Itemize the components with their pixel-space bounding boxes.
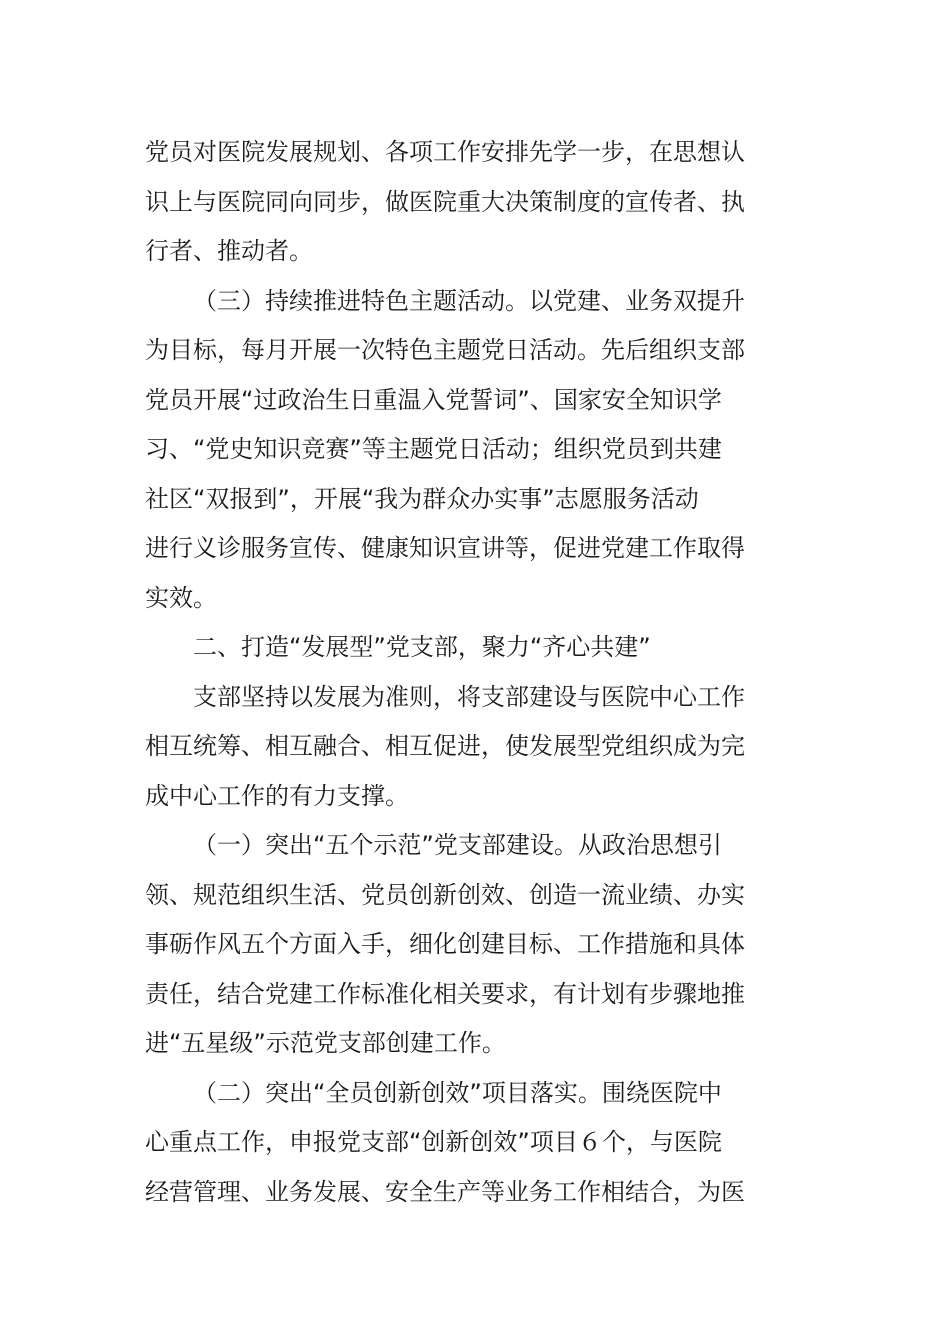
section-heading-line: 二、打造“发展型”党支部，聚力“齐心共建” xyxy=(193,633,651,661)
text-line: 行者、推动者。 xyxy=(145,237,313,265)
paragraph-first-line: 支部坚持以发展为准则，将支部建设与医院中心工作 xyxy=(193,682,745,711)
text-line: 成中心工作的有力支撑。 xyxy=(145,781,409,810)
text-line: 党员对医院发展规划、各项工作安排先学一步，在思想认 xyxy=(145,138,745,166)
text-line: 为目标，每月开展一次特色主题党日活动。先后组织支部 xyxy=(145,336,745,364)
text-line: 社区“双报到”，开展“我为群众办实事”志愿服务活动 xyxy=(145,484,699,513)
section-heading-line: （三）持续推进特色主题活动。以党建、业务双提升 xyxy=(193,286,745,315)
text-line: 进行义诊服务宣传、健康知识宣讲等，促进党建工作取得 xyxy=(145,534,745,562)
section-heading-line: （二）突出“全员创新创效”项目落实。围绕医院中 xyxy=(193,1078,722,1107)
text-line: 心重点工作，申报党支部“创新创效”项目６个，与医院 xyxy=(145,1128,722,1156)
section-heading-line: （一）突出“五个示范”党支部建设。从政治思想引 xyxy=(193,831,722,859)
text-line: 党员开展“过政治生日重温入党誓词”、国家安全知识学 xyxy=(145,385,722,414)
text-line: 相互统筹、相互融合、相互促进，使发展型党组织成为完 xyxy=(145,732,745,760)
document-body xyxy=(145,128,809,1217)
text-line: 识上与医院同向同步，做医院重大决策制度的宣传者、执 xyxy=(145,187,745,216)
text-line: 责任，结合党建工作标准化相关要求，有计划有步骤地推 xyxy=(145,979,745,1008)
text-line: 习、“党史知识竞赛”等主题党日活动；组织党员到共建 xyxy=(145,435,722,463)
text-line: 实效。 xyxy=(145,583,217,612)
text-line: 进“五星级”示范党支部创建工作。 xyxy=(145,1029,506,1057)
text-line: 经营管理、业务发展、安全生产等业务工作相结合，为医 xyxy=(145,1177,745,1206)
text-line: 事砺作风五个方面入手，细化创建目标、工作措施和具体 xyxy=(145,930,745,958)
text-line: 领、规范组织生活、党员创新创效、创造一流业绩、办实 xyxy=(145,880,745,909)
